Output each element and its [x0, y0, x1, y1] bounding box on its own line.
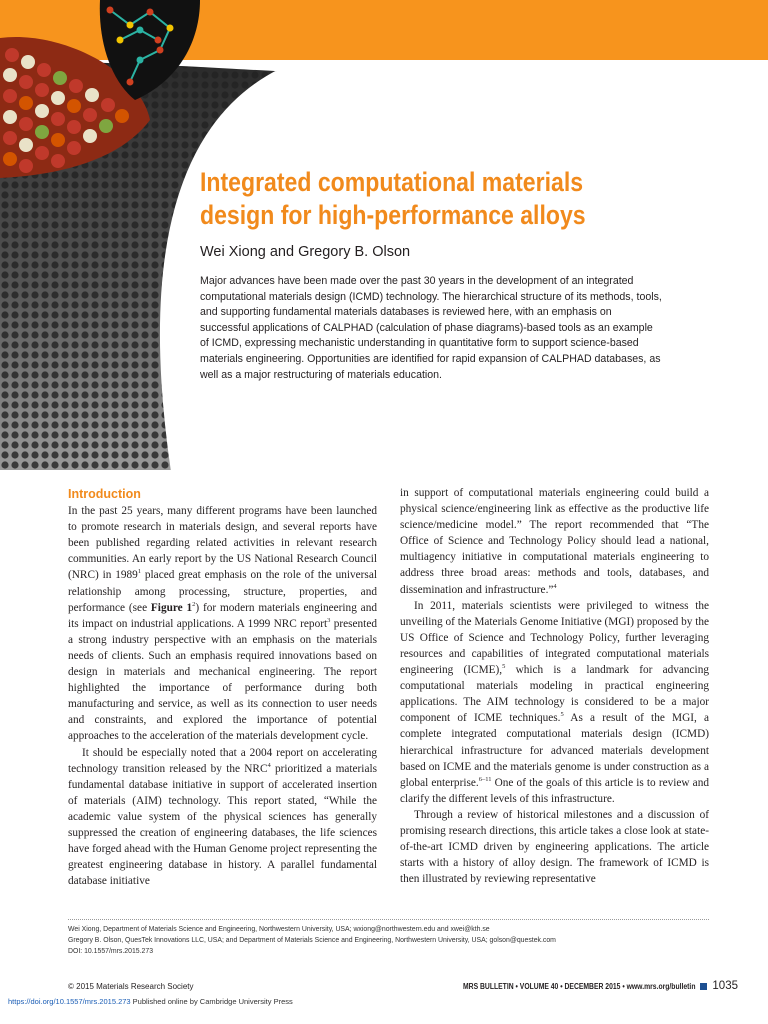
paragraph: In 2011, materials scientists were privileged to witness the unveiling of the Materials Genome Initiative (MGI) proposed by the US Office of Science and Technology Policy, further leveraging resources and capabilities of integrated computational materials engineering (ICME),$^5$ which is a landmark for advancing computational materials modeling in practical engineering applications. The AIM technology is considered to be a major component of ICME techniques.$^5$ As a result of the MGI, a complete integrated computational materials design (ICMD) hierarchical infrastructure for advanced materials development based on ICME and the materials genome is under construction as a global enterprise.$^{6-11}$ One of the goals of this article is to review and clarify the different levels of this infrastructure.: [400, 599, 710, 805]
reference-marker: 2: [192, 600, 196, 608]
published-note: Published online by Cambridge University Press: [130, 997, 293, 1006]
reference-marker: 3: [327, 616, 331, 624]
title-line-2: design for high-performance alloys: [200, 200, 586, 230]
section-heading: Introduction: [68, 487, 141, 501]
affiliation-line: Wei Xiong, Department of Materials Science and Engineering, Northwestern University, USA; wxiong@northwestern.edu and xwei@kth.se: [68, 926, 490, 933]
molecular-structure-illustration: [0, 0, 300, 470]
body-column-right: [400, 485, 709, 887]
author-list: Wei Xiong and Gregory B. Olson: [200, 244, 411, 260]
reference-marker: 1: [137, 568, 142, 576]
reference-marker: 6–11: [478, 775, 492, 783]
article-title: [200, 166, 670, 232]
page-number: 1035: [712, 980, 738, 992]
abstract: Major advances have been made over the past 30 years in the development of an integrated computational materials design (ICMD) technology. The hierarchical structure of its methods, tools, and supporting fundamental materials databases is reviewed here, with an emphasis on successful applications of CALPHAD (calculation of phase diagrams)-based tools as an example of ICMD, expressing mechanistic understanding in quantitative form to support science-based materials engineering. Opportunities are identified for rapid expansion of CALPHAD databases, as well as a major restructuring of materials education.: [200, 275, 662, 381]
journal-footer: [422, 980, 738, 992]
affiliation-line: Gregory B. Olson, QuesTek Innovations LLC, USA; and Department of Materials Science and Engineering, Northwestern University, USA; golson@questek.com: [68, 937, 556, 944]
figure-reference: Figure 1: [150, 601, 193, 614]
paragraph: In the past 25 years, many different programs have been launched to promote research in materials design, and several reports have been published regarding related activities in relevant research communities. An early report by the US National Research Council (NRC) in 1989$^1$ placed great emphasis on the role of the universal relationship among processing, structure, properties, and performance (see Figure $1^2$) for modern materials engineering and its impact on industrial applications. A 1999 NRC report$^3$ presented a strong industry perspective with an emphasis on the materials needs of clients. Such an emphasis required innovations based on design in materials and mechanical engineering. The report highlighted the importance of performance during both manufacturing and service, as well as its connection to user needs and constraints, and explored the importance of potential approaches to the acceleration of the materials development cycle.: [68, 505, 377, 743]
page-marker-square: [700, 983, 707, 990]
reference-marker: 4: [553, 582, 557, 590]
reference-marker: 4: [267, 761, 271, 769]
author-affiliations: [68, 924, 718, 957]
doi-link[interactable]: https://doi.org/10.1557/mrs.2015.273: [8, 997, 131, 1006]
reference-marker: 5: [560, 711, 564, 719]
affiliation-divider: [68, 919, 709, 920]
copyright: © 2015 Materials Research Society: [68, 982, 194, 991]
title-line-1: Integrated computational materials: [200, 167, 584, 197]
journal-info: MRS BULLETIN • VOLUME 40 • DECEMBER 2015 • www.mrs.org/bulletin: [462, 981, 696, 991]
doi-footer: [8, 997, 293, 1006]
paragraph: It should be especially noted that a 2004 report on accelerating technology transition released by the NRC$^4$ prioritized a materials fundamental database initiative in support of accelerated insertion of materials (AIM) technology. This report stated, “While the academic value system of the physical sciences has generally suppressed the creation of engineering databases, the life sciences have forged ahead with the Human Genome project representing the greatest engineering database in history. A parallel fundamental database initiative: [68, 746, 377, 888]
body-column-left: [68, 485, 377, 889]
paragraph: in support of computational materials engineering could build a physical science/engineering link as effective as the productive life science/medicine model.” The report recommended that “The Office of Science and Technology Policy should lead a national, multiagency initiative in computational materials engineering to address three broad areas: methods and tools, databases, and dissemination and infrastructure.”$^4$: [400, 487, 709, 596]
reference-marker: 5: [502, 663, 506, 671]
paragraph: Through a review of historical milestones and a discussion of promising research directions, this article takes a close look at state-of-the-art ICMD driven by engineering applications. The article starts with a history of alloy design. The framework of ICMD is then illustrated by reviewing representative: [400, 808, 709, 886]
doi-line: DOI: 10.1557/mrs.2015.273: [68, 948, 154, 955]
